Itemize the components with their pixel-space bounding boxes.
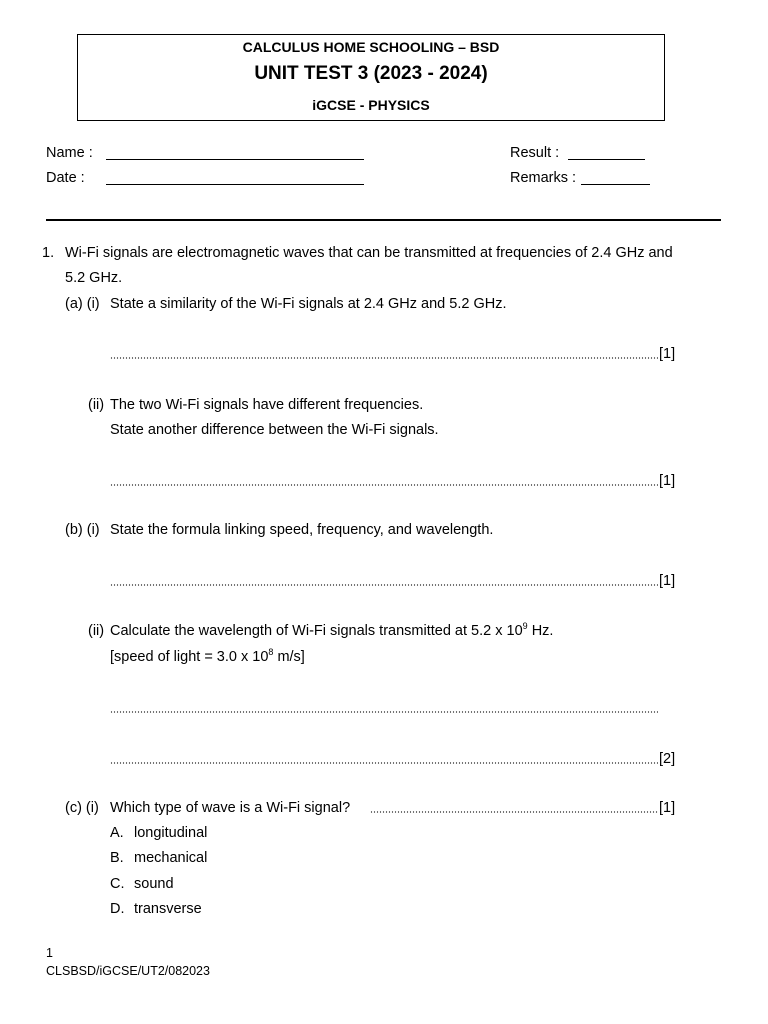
header-box [77,34,665,121]
option-text: longitudinal [134,825,208,841]
mark-b-ii: [2] [659,751,676,767]
option-letter: B. [110,850,124,866]
part-b-ii-label: (ii) [88,623,105,639]
part-a-ii-text2: State another difference between the Wi-Fi signals. [110,422,439,438]
page-number: 1 [46,946,53,960]
answer-line-a-i[interactable] [110,357,658,359]
mark-b-i: [1] [659,573,676,589]
question-number: 1. [42,245,55,261]
divider [46,219,721,221]
part-a-ii-label: (ii) [88,397,105,413]
option-a[interactable] [110,824,208,842]
school-name: CALCULUS HOME SCHOOLING – BSD [242,39,500,55]
remarks-field[interactable] [581,184,650,185]
part-c-i-text: Which type of wave is a Wi-Fi signal? [110,800,351,816]
name-label: Name : [46,145,93,161]
question-stem-line2: 5.2 GHz. [65,270,123,286]
result-field[interactable] [568,159,645,160]
option-text: transverse [134,901,202,917]
result-label: Result : [510,145,560,161]
answer-line-a-ii[interactable] [110,484,658,486]
answer-line-b-i[interactable] [110,584,658,586]
date-label: Date : [46,170,85,186]
document-code: CLSBSD/iGCSE/UT2/082023 [46,964,210,978]
speed-of-light-data: [speed of light = 3.0 x $10^8$ m/s] [110,647,305,665]
answer-line-c-i[interactable] [370,811,658,813]
mark-a-i: [1] [659,346,676,362]
option-letter: D. [110,901,125,917]
option-letter: A. [110,825,124,841]
part-a-i-text: State a similarity of the Wi-Fi signals at 2.4 GHz and 5.2 GHz. [110,296,507,312]
part-c-i-label: (c) (i) [65,800,99,816]
question-stem-line1: Wi-Fi signals are electromagnetic waves that can be transmitted at frequencies of 2.4 GHz and [65,245,673,261]
test-title: UNIT TEST 3 (2023 - 2024) [254,63,488,84]
option-letter: C. [110,876,125,892]
answer-line-b-ii-1[interactable] [110,711,658,713]
option-c[interactable] [110,875,174,893]
option-d[interactable] [110,900,202,918]
option-text: mechanical [134,850,208,866]
name-field[interactable] [106,159,364,160]
part-a-ii-text1: The two Wi-Fi signals have different frequencies. [110,397,424,413]
part-b-ii-text: Calculate the wavelength of Wi-Fi signals transmitted at 5.2 x $10^9$ Hz. [110,621,554,639]
date-field[interactable] [106,184,364,185]
part-a-i-label: (a) (i) [65,296,100,312]
mark-c-i: [1] [659,800,676,816]
subject-title: iGCSE - PHYSICS [312,97,430,113]
part-b-i-label: (b) (i) [65,522,100,538]
answer-line-b-ii-2[interactable] [110,762,658,764]
option-b[interactable] [110,849,208,867]
option-text: sound [134,876,174,892]
remarks-label: Remarks : [510,170,577,186]
mark-a-ii: [1] [659,473,676,489]
part-b-i-text: State the formula linking speed, frequency, and wavelength. [110,522,494,538]
